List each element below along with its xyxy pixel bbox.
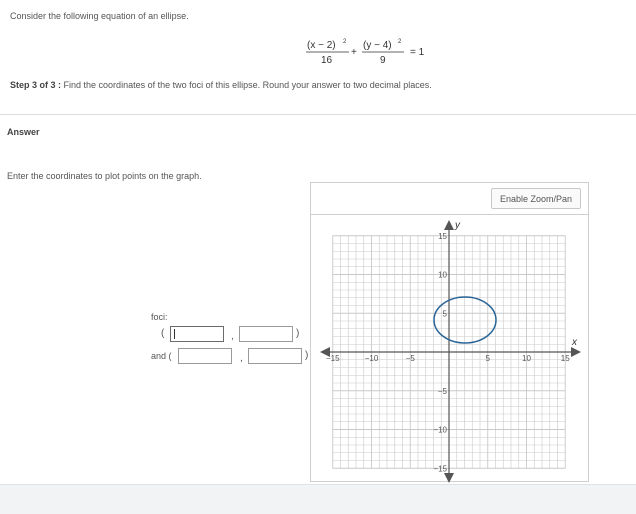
y-tick-label: −5 — [437, 386, 447, 396]
y-tick-label: −15 — [433, 464, 447, 474]
y-tick-label: 15 — [438, 231, 447, 241]
y-tick-label: −10 — [433, 425, 447, 435]
step-label: Step 3 of 3 : — [10, 80, 62, 90]
enable-zoom-pan-button[interactable]: Enable Zoom/Pan — [491, 188, 581, 209]
x-tick-label: −10 — [364, 354, 379, 363]
y-axis-up-arrow-icon — [444, 220, 454, 230]
answer-instruction: Enter the coordinates to plot points on the graph. — [7, 171, 202, 181]
term1-exponent: 2 — [343, 39, 347, 45]
x-axis-label: x — [572, 337, 577, 348]
plus-sign: + — [351, 47, 357, 58]
term1-denominator: 16 — [321, 55, 333, 66]
step-text: Find the coordinates of the two foci of this ellipse. Round your answer to two decimal places. — [63, 80, 432, 90]
x-axis-right-arrow-icon — [571, 347, 581, 357]
ellipse-curve — [434, 297, 496, 343]
footer-bar — [0, 484, 636, 514]
point1-close-paren: ) — [296, 328, 300, 339]
problem-intro: Consider the following equation of an ellipse. — [10, 11, 189, 21]
point1-open-paren: ( — [161, 328, 165, 339]
point1-comma: , — [231, 331, 234, 342]
point2-open-paren: ( — [168, 351, 172, 361]
y-tick-label: 5 — [442, 309, 447, 319]
term2-numerator: (y − 4) — [363, 40, 392, 51]
y-axis-down-arrow-icon — [444, 473, 454, 483]
x-tick-label: −15 — [325, 354, 340, 363]
point2-close-paren: ) — [305, 350, 309, 361]
x-tick-label: −5 — [405, 354, 415, 363]
x-tick-label: 10 — [522, 354, 531, 363]
foci-label: foci: — [151, 312, 168, 322]
y-axis-label: y — [455, 220, 460, 231]
point2-comma: , — [240, 353, 243, 364]
x-tick-label: 5 — [485, 354, 490, 363]
and-text: and — [151, 351, 167, 361]
answer-heading: Answer — [7, 127, 40, 137]
term2-exponent: 2 — [398, 39, 402, 45]
term2-denominator: 9 — [380, 55, 386, 66]
x-tick-label: 15 — [560, 354, 570, 363]
equals-one: = 1 — [410, 47, 425, 58]
y-tick-label: 10 — [438, 270, 447, 280]
term1-numerator: (x − 2) — [307, 40, 336, 51]
